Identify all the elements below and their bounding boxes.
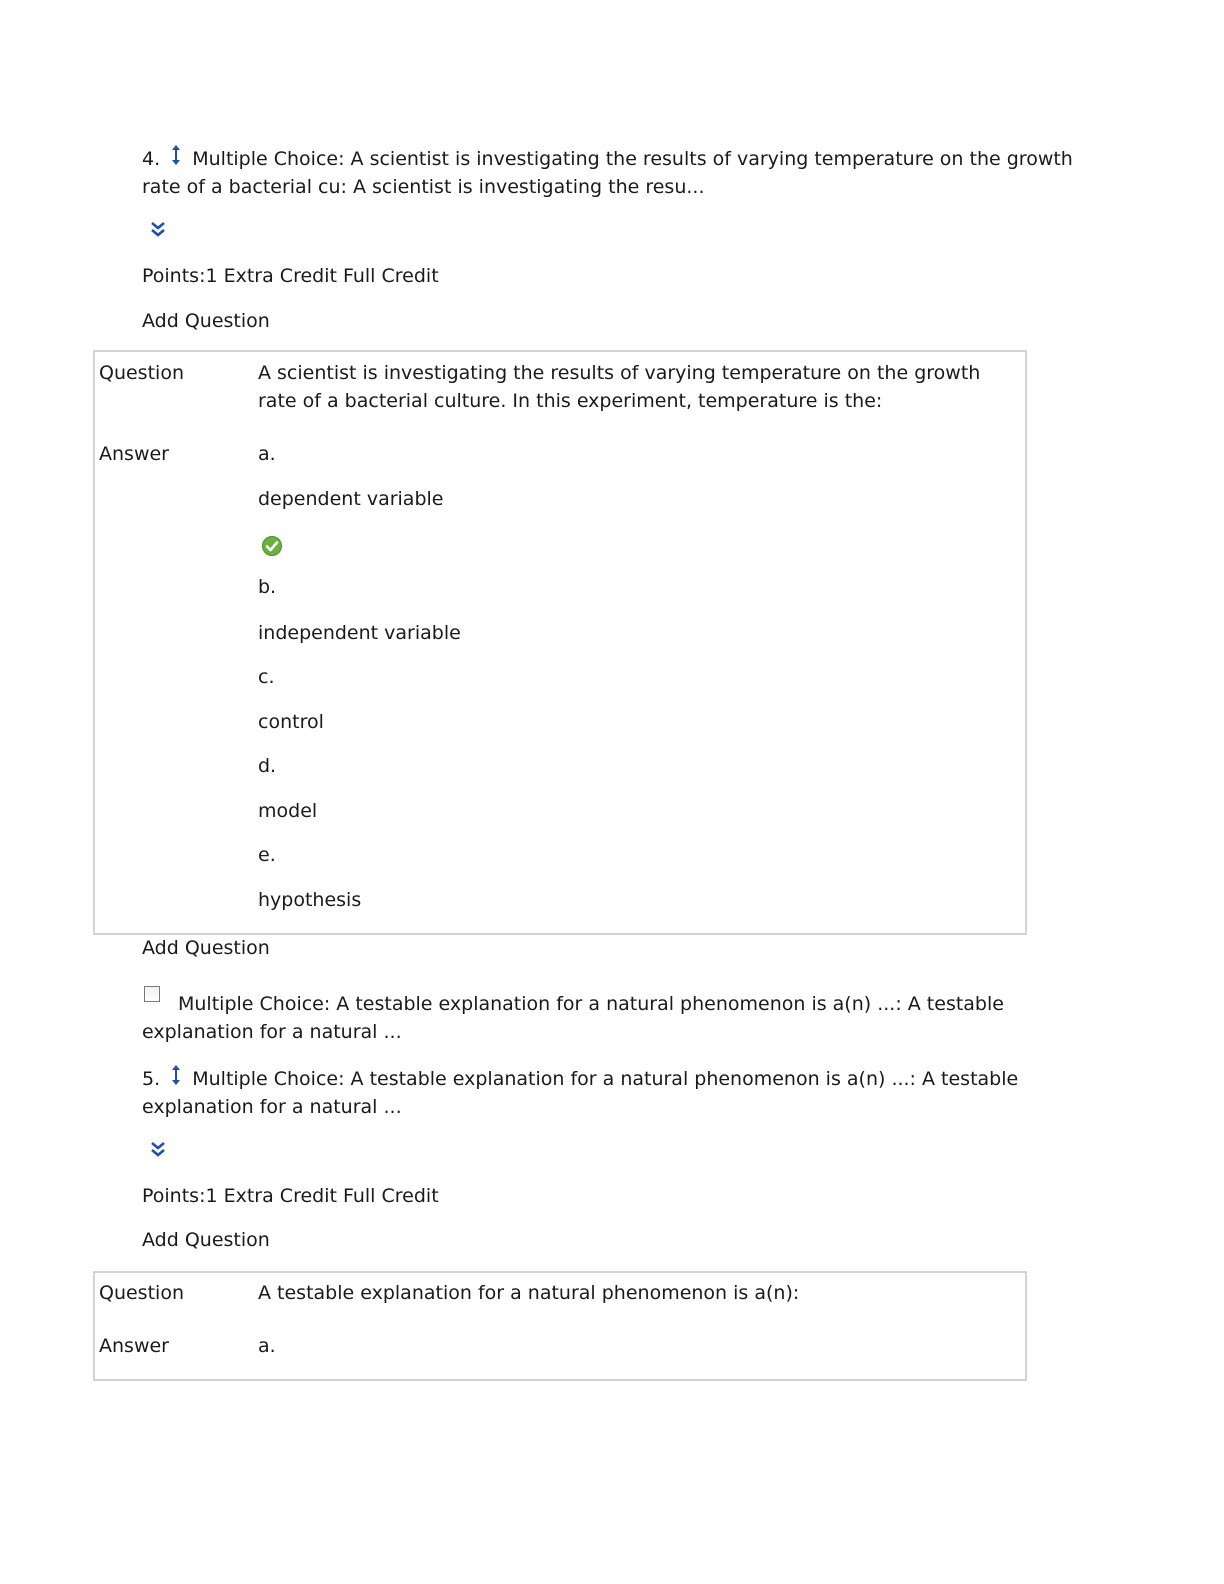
add-question-link[interactable]: Add Question xyxy=(142,1229,270,1251)
question-5-points: Points:1 Extra Credit Full Credit xyxy=(142,1185,439,1207)
question-4-points: Points:1 Extra Credit Full Credit xyxy=(142,265,439,287)
question-label: Question xyxy=(99,1282,184,1304)
reorder-arrows-icon[interactable] xyxy=(170,1064,182,1086)
question-5-table xyxy=(93,1271,1027,1381)
option-letter: c. xyxy=(258,666,275,688)
answer-label: Answer xyxy=(99,443,169,465)
question-4-heading xyxy=(142,144,1077,201)
add-question-link[interactable]: Add Question xyxy=(142,937,270,959)
question-4-title: Multiple Choice: A scientist is investigating the results of varying temperature on the growth rate of a bacterial cu: A scientist is investigating the resu... xyxy=(142,148,1073,198)
option-letter: b. xyxy=(258,576,277,598)
question-5-title: Multiple Choice: A testable explanation for a natural phenomenon is a(n) ...: A testable explanation for a natural ... xyxy=(142,1068,1019,1118)
option-letter: e. xyxy=(258,844,276,866)
option-text: hypothesis xyxy=(258,889,362,911)
question-text: A scientist is investigating the results of varying temperature on the growth rate of a bacterial culture. In this experiment, temperature is the: xyxy=(258,362,981,412)
expand-chevron-icon[interactable] xyxy=(149,221,167,239)
question-5-number: 5. xyxy=(142,1068,161,1090)
add-question-link[interactable]: Add Question xyxy=(142,310,270,332)
expand-chevron-icon[interactable] xyxy=(149,1141,167,1159)
question-label: Question xyxy=(99,362,184,384)
option-letter: d. xyxy=(258,755,277,777)
question-4-number: 4. xyxy=(142,148,161,170)
option-text: model xyxy=(258,800,318,822)
option-text: control xyxy=(258,711,324,733)
reorder-arrows-icon[interactable] xyxy=(170,144,182,166)
pending-question-title: Multiple Choice: A testable explanation for a natural phenomenon is a(n) ...: A testable explanation for a natural ... xyxy=(142,993,1004,1043)
question-5-heading xyxy=(142,1064,1077,1121)
answer-label: Answer xyxy=(99,1335,169,1357)
option-text: independent variable xyxy=(258,622,461,644)
pending-question-text xyxy=(142,990,1077,1046)
check-circle-icon xyxy=(262,536,282,556)
option-text: dependent variable xyxy=(258,488,444,510)
option-letter: a. xyxy=(258,443,276,465)
option-letter: a. xyxy=(258,1335,276,1357)
question-text: A testable explanation for a natural phenomenon is a(n): xyxy=(258,1282,800,1304)
question-4-table xyxy=(93,350,1027,935)
